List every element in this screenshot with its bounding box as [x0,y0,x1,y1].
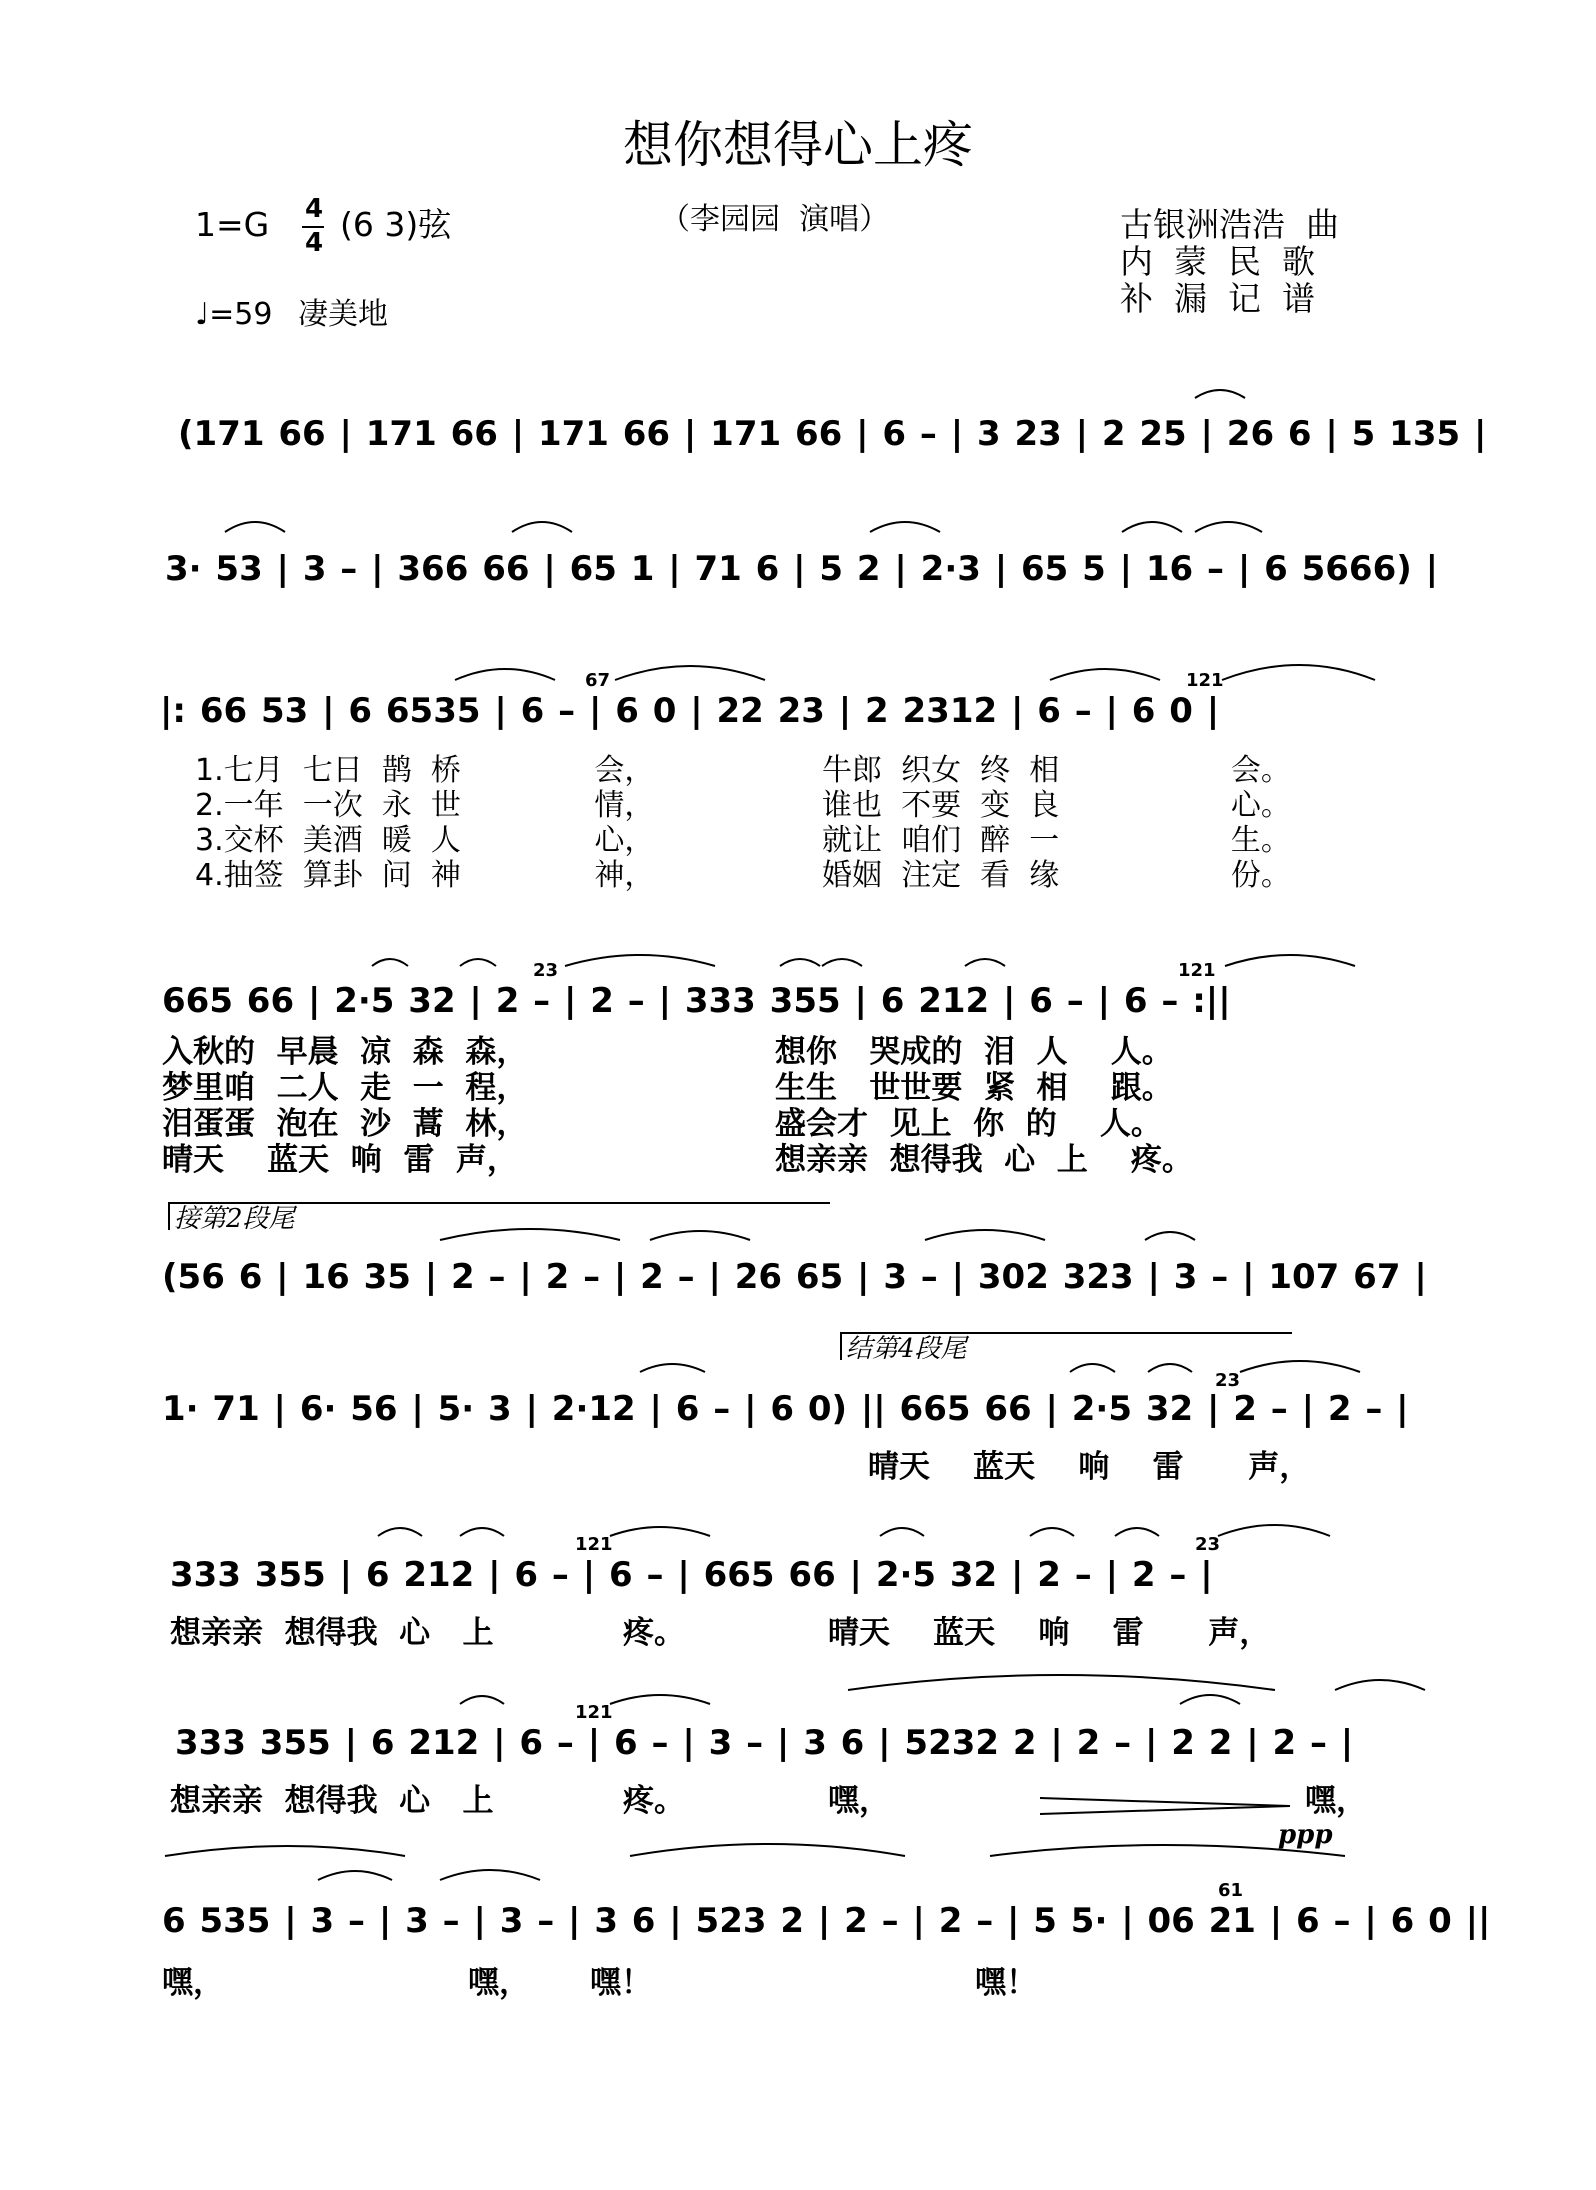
verse-3-line-a: 3.交杯 美酒 暖 人 心， [195,823,655,858]
notation-row-8: 333 355 | 6 212 | 6 – | 6 – | 3 – | 3 6 | 5232 2 | 2 – | 2 2 | 2 – | [175,1723,1354,1763]
notation-row-1: (171 66 | 171 66 | 171 66 | 171 66 | 6 – | 3 23 | 2 25 | 26 6 | 5 135 | [178,414,1487,454]
verse-4-line-a: 4.抽签 算卦 问 神 神， [195,858,655,893]
coda-lyric-row7a: 想亲亲 想得我 心 上 疼。 [170,1615,686,1651]
coda-lyric-row9b: 嘿， [468,1965,530,2001]
grace-note-61: 61 [1218,1880,1244,1901]
grace-note-121-d: 121 [575,1702,613,1723]
verse-1-line-d: 想你 哭成的 泪 人 人。 [775,1034,1173,1070]
time-signature-bottom: 4 [305,228,324,258]
verse-1-line-a: 1.七月 七日 鹊 桥 会， [195,753,655,788]
verse-4-line-d: 想亲亲 想得我 心 上 疼。 [775,1142,1193,1178]
expression-marking: 凄美地 [298,297,388,332]
coda-lyric-row7b: 晴天 蓝天 响 雷 声， [828,1615,1271,1651]
verse-2-line-d: 生生 世世要 紧 相 跟。 [775,1070,1173,1106]
tuning: (6 3)弦 [340,205,452,244]
coda-lyric-row8c: 嘿， [1305,1783,1367,1819]
coda-lyric-row6: 晴天 蓝天 响 雷 声， [868,1449,1311,1485]
verse-1-line-c: 入秋的 早晨 凉 森 森， [162,1034,528,1070]
verse-1-line-b: 牛郎 织女 终 相 会。 [822,753,1291,788]
transcriber-credit: 补 漏 记 谱 [1120,279,1315,318]
notation-row-9: 6 535 | 3 – | 3 – | 3 – | 3 6 | 523 2 | 2 – | 2 – | 5 5· | 06 21 | 6 – | 6 0 || [162,1901,1491,1941]
key-signature: 1=G [195,205,270,244]
dynamic-ppp: ppp [1278,1820,1333,1850]
page-title: 想你想得心上疼 [623,116,973,174]
notation-row-3: |: 66 53 | 6 6535 | 6 – | 6 0 | 22 23 | 2 2312 | 6 – | 6 0 | [160,691,1220,731]
verse-2-line-a: 2.一年 一次 永 世 情， [195,788,655,823]
grace-note-23: 23 [533,960,559,981]
coda-lyric-row9a: 嘿， [162,1965,224,2001]
grace-note-121-c: 121 [575,1534,613,1555]
notation-row-4: 665 66 | 2·5 32 | 2 – | 2 – | 333 355 | 6 212 | 6 – | 6 – :|| [162,981,1231,1021]
grace-note-121-b: 121 [1178,960,1216,981]
notation-row-2: 3· 53 | 3 – | 366 66 | 65 1 | 71 6 | 5 2 | 2·3 | 65 5 | 16 – | 6 5666) | [165,549,1439,589]
grace-note-23-c: 23 [1195,1534,1221,1555]
verse-3-line-c: 泪蛋蛋 泡在 沙 蒿 林， [162,1106,528,1142]
verse-4-line-c: 晴天 蓝天 响 雷 声， [162,1142,518,1178]
grace-note-67: 67 [585,670,611,691]
notation-row-7: 333 355 | 6 212 | 6 – | 6 – | 665 66 | 2·5 32 | 2 – | 2 – | [170,1555,1213,1595]
coda-lyric-row8a: 想亲亲 想得我 心 上 疼。 [170,1783,686,1819]
tempo-marking: ♩=59 [195,297,273,332]
grace-note-121: 121 [1186,670,1224,691]
grace-note-23-b: 23 [1215,1370,1241,1391]
verse-3-line-d: 盛会才 见上 你 的 人。 [775,1106,1162,1142]
performer: （李园园 演唱） [660,202,890,237]
origin-credit: 内 蒙 民 歌 [1120,242,1315,281]
verse-4-line-b: 婚姻 注定 看 缘 份。 [822,858,1291,893]
coda-lyric-row8b: 嘿， [828,1783,890,1819]
time-signature-top: 4 [305,194,324,224]
verse-3-line-b: 就让 咱们 醉 一 生。 [822,823,1291,858]
ending-label: 结第4段尾 [846,1334,967,1364]
notation-row-5: (56 6 | 16 35 | 2 – | 2 – | 2 – | 26 65 | 3 – | 302 323 | 3 – | 107 67 | [162,1257,1427,1297]
verse-2-line-c: 梦里咱 二人 走 一 程， [162,1070,528,1106]
notation-row-6: 1· 71 | 6· 56 | 5· 3 | 2·12 | 6 – | 6 0) || 665 66 | 2·5 32 | 2 – | 2 – | [162,1389,1409,1429]
coda-lyric-row9c: 嘿！ [590,1965,652,2001]
composer-credit: 古银洲浩浩 曲 [1120,205,1339,244]
jump-label: 接第2段尾 [174,1204,295,1234]
coda-lyric-row9d: 嘿！ [975,1965,1037,2001]
verse-2-line-b: 谁也 不要 变 良 心。 [822,788,1291,823]
